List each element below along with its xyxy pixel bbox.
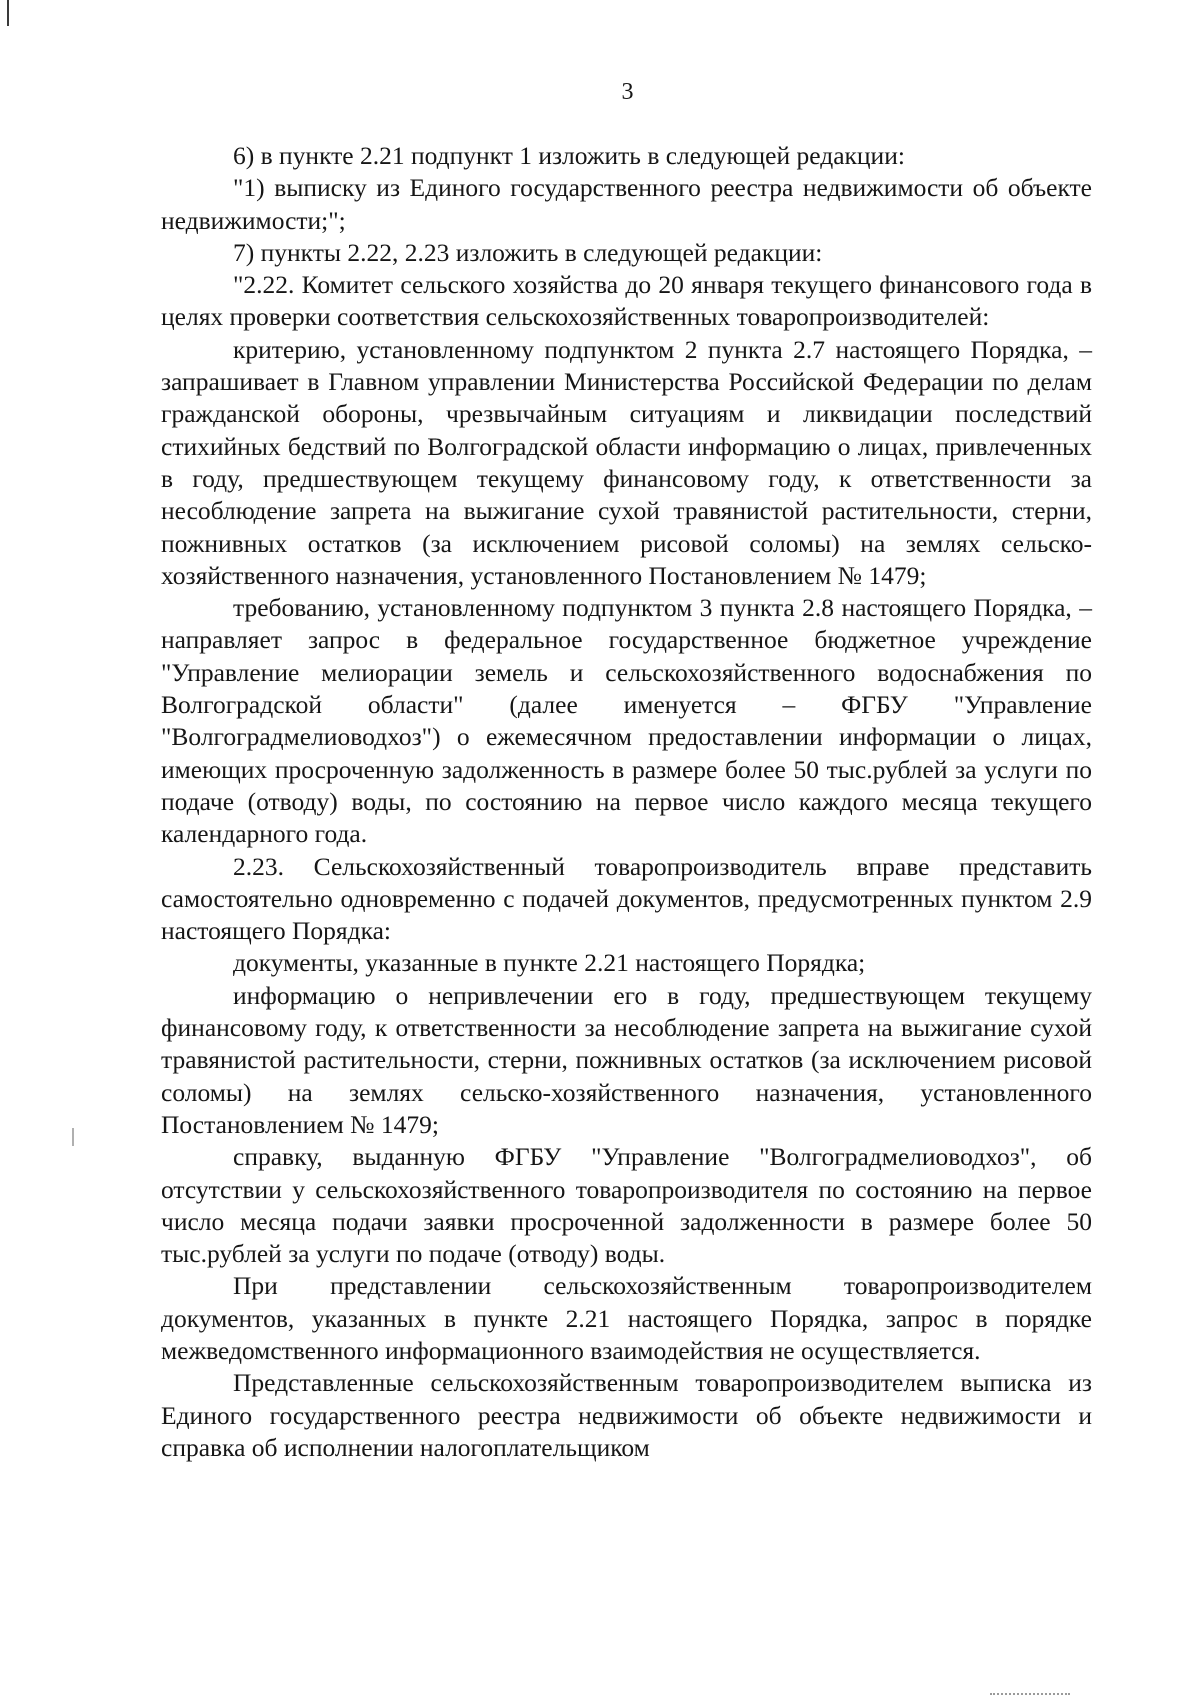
paragraph-quoted-subitem-1: "1) выписку из Единого государственного реестра недвижимости об объекте недвижимости;"; xyxy=(161,173,1092,235)
document-body xyxy=(161,140,1092,1464)
paragraph-certificate: справку, выданную ФГБУ "Управление "Волгоградмелиоводхоз", об отсутствии у сельскохозяйственного товаропроизводителя по состоянию на первое число месяца подачи заявки просроченной задолженности в размере более 50 тыс.рублей за услуги по подаче (отводу) воды. xyxy=(161,1142,1092,1269)
scan-speck xyxy=(72,1128,74,1146)
paragraph-no-request: При представлении сельскохозяйственным товаропроизводителем документов, указанных в пункте 2.21 настоящего Порядка, запрос в порядке межведомственного информационного взаимодействия не осуществляется. xyxy=(161,1271,1092,1365)
paragraph-item-6: 6) в пункте 2.21 подпункт 1 изложить в следующей редакции: xyxy=(233,141,905,170)
paragraph-submitted-extract: Представленные сельскохозяйственным товаропроизводителем выписка из Единого государственного реестра недвижимости об объекте недвижимости и справка об исполнении налогоплательщиком xyxy=(161,1368,1092,1462)
scan-edge-mark xyxy=(7,0,9,26)
paragraph-documents: документы, указанные в пункте 2.21 настоящего Порядка; xyxy=(233,948,866,978)
scan-dots xyxy=(990,1693,1070,1697)
paragraph-criterion: критерию, установленному подпунктом 2 пункта 2.7 настоящего Порядка, – запрашивает в Главном управлении Министерства Российской Федерации по делам гражданской обороны, чрезвычайным ситуациям и ликвидации последствий стихийных бедствий по Волгоградской области информацию о лицах, привлеченных в году, предшествующем текущему финансовому году, к ответственности за несоблюдение запрета на выжигание сухой травянистой растительности, стерни, пожнивных остатков (за исключением рисовой соломы) на землях сельско-хозяйственного назначения, установленного Постановлением № 1479; xyxy=(161,334,1092,590)
paragraph-2-23: 2.23. Сельскохозяйственный товаропроизводитель вправе представить самостоятельно одновременно с подачей документов, предусмотренных пунктом 2.9 настоящего Порядка: xyxy=(161,851,1092,946)
paragraph-requirement: требованию, установленному подпунктом 3 пункта 2.8 настоящего Порядка, – направляет запрос в федеральное государственное бюджетное учреждение "Управление мелиорации земель и сельскохозяйственного водоснабжения по Волгоградской области" (далее именуется – ФГБУ "Управление "Волгоградмелиоводхоз") о ежемесячном предоставлении информации о лицах, имеющих просроченную задолженность в размере более 50 тыс.рублей за услуги по подаче (отводу) воды, по состоянию на первое число каждого месяца текущего календарного года. xyxy=(161,593,1092,849)
paragraph-item-7: 7) пункты 2.22, 2.23 изложить в следующей редакции: xyxy=(233,237,823,267)
page-number: 3 xyxy=(621,79,634,105)
paragraph-2-22: "2.22. Комитет сельского хозяйства до 20 января текущего финансового года в целях проверки соответствия сельскохозяйственных товаропроизводителей: xyxy=(161,270,1092,332)
paragraph-information: информацию о непривлечении его в году, предшествующем текущему финансовому году, к ответственности за несоблюдение запрета на выжигание сухой травянистой растительности, стерни, пожнивных остатков (за исключением рисовой соломы) на землях сельско-хозяйственного назначения, установленного Постановлением № 1479; xyxy=(161,980,1092,1139)
